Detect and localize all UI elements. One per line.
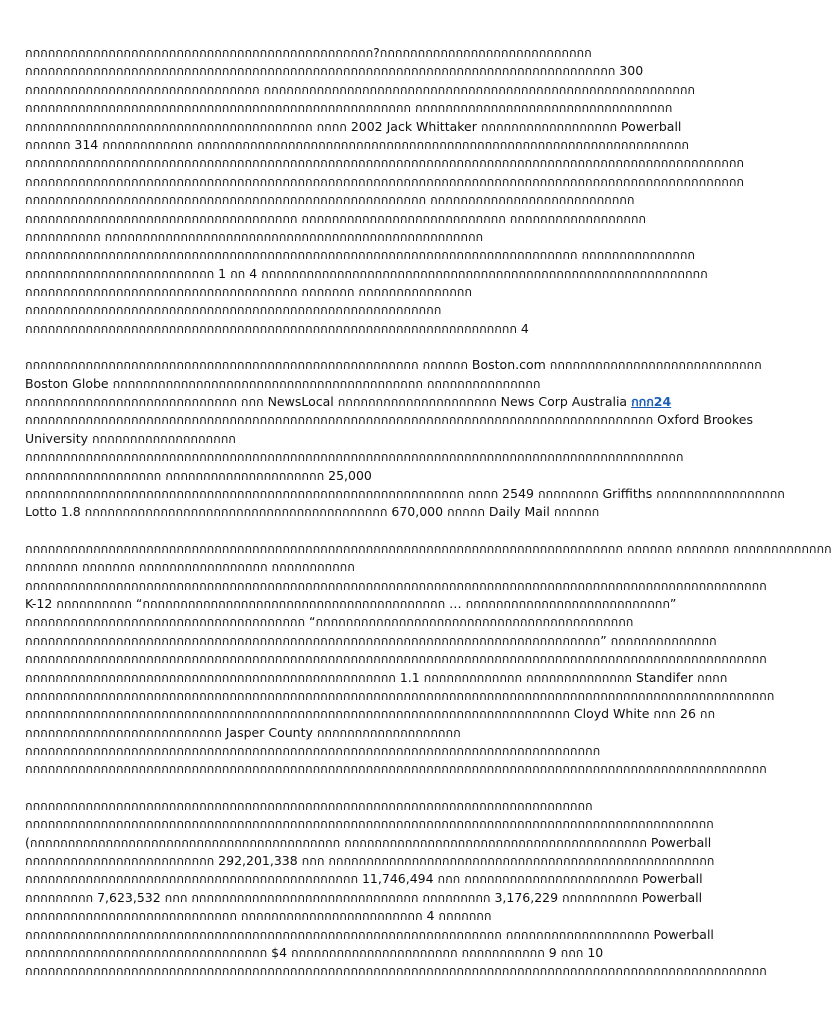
text-line: กกกกกกกกกกกกกกกกกกกกกกกกกกกกกกกกกกกกกก กกกก 2002 Jack Whittaker กกกกกกกกกกกกกกกกกก Powerball xyxy=(25,118,682,134)
text-line: กกกกกกกกกกกกกกกกกกกกกกกกกกกกกกกกกกกกกกกกกกกกกกกกกกกกกกกกกกกกกกกกกกกกกกกก Cloyd White กกก 26 กก xyxy=(25,706,716,722)
text-line: กกกกกกกกกกกกกกกกกกกกกกกกกกกกกกกกกกกกกกกกกกกกกกกกกกกกกกกกกกกกกกกกกกกกกกกกกกกกกกกกกกกกกกกกกกกกกกกกกก xyxy=(25,651,767,667)
text-line: กกกกกกกกกกกกกกกกกกกกกกกกกกกกกกกกกกกกกกกกกกกกกกกกกกกก กกกกกก Boston.com กกกกกกกกกกกกกกกกกกกกกกกกกกกก xyxy=(25,357,762,373)
text-line: กกกกกกกกกกกกกกกกกกกกกกกกกก Jasper County กกกกกกกกกกกกกกกกกกก xyxy=(25,724,461,740)
paragraph-3 xyxy=(25,540,832,779)
text-segment: กกกกกกกกกกกกกกกกกกกกกกกกกกกก กกก NewsLocal กกกกกกกกกกกกกกกกกกกกก News Corp Australia xyxy=(25,394,632,410)
text-line: กกกกกกกกกกกกกกกกกกกกกกกกกกกกกกกกกกกกกกกกกกกกกกกกกกกกกกก xyxy=(25,302,442,318)
text-line: กกกกกกกกกกกกกกกกกกกกกกกกกกกกกกกกกกกกกกกกกกกกกกกกกกกกกกกกกกกกกกกกกกกกกกกกก กกกกกกกกกกกกกกก xyxy=(25,247,695,263)
text-line: กกกกกกกกกกกกกกกกกกกกกกกกกกกกกกกกกกกกกกกกกกกกกกกกกกกกกกกกกก กกกก 2549 กกกกกกกก Griffiths กกกกกกกกกกกกกกกกก xyxy=(25,485,785,501)
text-line: กกกกกกกกกกกกกกกกกกกกกกกกกกกกกกกกกกกกกกกกกกกกกกกกกกกกกกกกกกกกกกกกกกกกกกกกกกกกกกก กกกกกก กกกกกกก กกกกกกกกกกกกก xyxy=(25,540,832,556)
paragraph-2 xyxy=(25,356,785,522)
text-line: กกกกกกกกกกกกกกกกกกกกกกกกกกกกกกกกกกกกกกกกกกกกกกกกกกกกกกกกกกกกกกกกกกกกกกกกกกกกกกกกกกกกกกกกกกกกกกก xyxy=(25,155,744,171)
text-line: กกกกกกกกกกกกกกกกกกกกกกกกกกกกกกกกกกกกกกกกกกกกกกกกกกกกกกกกกกกกกกกกกกกกกกกกกกกกกกกกกกกกกกกกกกกกกกก xyxy=(25,173,744,189)
text-line: Boston Globe กกกกกกกกกกกกกกกกกกกกกกกกกกกกกกกกกกกกกกกกก กกกกกกกกกกกกกกก xyxy=(25,375,541,391)
text-line: กกกกกกกกกกกกกกกกกกกกกกกกกกกกกกกกกกกกกกกกกกกกกกกกกกกกกกกกกกกกกกกกกกกกกกกกกกกก xyxy=(25,743,601,759)
text-line: กกกกกกกกก 7,623,532 กกก กกกกกกกกกกกกกกกกกกกกกกกกกกกกกก กกกกกกกกก 3,176,229 กกกกกกกกกก Powerball xyxy=(25,889,703,905)
inline-link[interactable]: กกก24 xyxy=(631,394,672,410)
text-line: กกกกกกกกกกกกกกกกกกกกกกกกกกกกกกกก $4 กกกกกกกกกกกกกกกกกกกกกก กกกกกกกกกกก 9 กกก 10 xyxy=(25,944,604,960)
text-line: กกกกกกกกกก กกกกกกกกกกกกกกกกกกกกกกกกกกกกกกกกกกกกกกกกกกกกกกกกกก xyxy=(25,228,484,244)
text-line: กกกกกกกกกกกกกกกกกกกกกกกกกกกกกกกกกกกกกกกกกกกกกกกกกกกกก กกกกกกกกกกกกกกกกกกกกกกกกกกก xyxy=(25,192,635,208)
text-line: กกกกกกกกกกกกกกกกกกกกกกกกกกกกกกกกกกกกกกกกกกกกกกกกกกกกกกกกกกกกกกกกกกกกกกกกกกกกกก 300 xyxy=(25,63,644,79)
text-line: กกกกกกกกกกกกกกกกกก กกกกกกกกกกกกกกกกกกกกก 25,000 xyxy=(25,467,372,483)
text-line: กกกกกกกกกกกกกกกกกกกกกกกกกกกกกกกกกกกกกกกกกกกกกกกกกกกกกกกกกกกกกกกกกกกกกกกกกกกกกกกกกกกกกกกกกกก xyxy=(25,816,714,832)
text-line: กกกกกกกกกกกกกกกกกกกกกกกกกกกกกกกกกกกกกกกกกกกกกกกกกกก กกกกกกกกกกกกกกกกกกกกกกกกกกกกกกกกกก xyxy=(25,100,673,116)
text-line: กกกกกกกกกกกกกกกกกกกกกกกกกกกกกกกกกกกกกกกกกกกก 11,746,494 กกก กกกกกกกกกกกกกกกกกกกกกกก Powerball xyxy=(25,871,703,887)
paragraph-4 xyxy=(25,797,767,981)
text-line: K-12 กกกกกกกกกก “กกกกกกกกกกกกกกกกกกกกกกกกกกกกกกกกกกกกกกกก … กกกกกกกกกกกกกกกกกกกกกกกกกกก” xyxy=(25,595,677,611)
text-line: กกกกกกกกกกกกกกกกกกกกกกกกก 1 กก 4 กกกกกกกกกกกกกกกกกกกกกกกกกกกกกกกกกกกกกกกกกกกกกกกกกกกกกกกกกกก xyxy=(25,265,708,281)
text-line: กกกกกกกกกกกกกกกกกกกกกกกกกกกกกกกกกกกกกกกกกกกกกกกกกกกกกกกกกกกกกกกกกกกกกกกกกกก xyxy=(25,797,593,813)
text-line: กกกกกก 314 กกกกกกกกกกกก กกกกกกกกกกกกกกกกกกกกกกกกกกกกกกกกกกกกกกกกกกกกกกกกกกกกกกกกกกกกกกกกก xyxy=(25,136,689,152)
text-line: กกกกกกกกกกกกกกกกกกกกกกกกกกกกกกกกกกกกกกกกกกกกกกกกกกกกกกกกกกกกกกกกกกกกกกกกกกกก” กกกกกกกกกกกกกก xyxy=(25,632,717,648)
text-line: กกกกกกกกกกกกกกกกกกกกกกกกกกกกกกกกกกกกกกกกกกกกกกกกกกกกกกกกกกกกกกกกกกกกกกกกกกกกกกกกกกกกกกกกกกกกกกกกกก xyxy=(25,963,767,979)
text-line: กกกกกกกกกกกกกกกกกกกกกกกกกกกกกกกกกกกกกกกกกกกกกกกกกกกกกกกกกกกกกกก กกกกกกกกกกกกกกกกกกก Powerball xyxy=(25,926,714,942)
text-line: กกกกกกกกกกกกกกกกกกกกกกกกกกกกกกกกกกกกกกกกกกกกกกกกกกกกกกกกกกกกกกกกกกกกกกกกกกกกกกกกกกกกกกก xyxy=(25,449,684,465)
text-line: กกกกกกกกกกกกกกกกกกกกกกกกก 292,201,338 กกก กกกกกกกกกกกกกกกกกกกกกกกกกกกกกกกกกกกกกกกกกกกกกกกกกกก xyxy=(25,853,715,869)
text-line: กกกกกกกกกกกกกกกกกกกกกกกกกกกกกกกกกกกกกกกกกกกกกกกกกกกกกกกกกกกกกกกกก 4 xyxy=(25,320,529,336)
text-line: กกกกกกกกกกกกกกกกกกกกกกกกกกกกกกก กกกกกกกกกกกกกกกกกกกกกกกกกกกกกกกกกกกกกกกกกกกกกกกกกกกกกกกกก xyxy=(25,81,695,97)
text-line: Lotto 1.8 กกกกกกกกกกกกกกกกกกกกกกกกกกกกกกกกกกกกกกกก 670,000 กกกกก Daily Mail กกกกกก xyxy=(25,504,600,520)
text-line-with-link xyxy=(25,393,744,411)
text-line: กกกกกกกกกกกกกกกกกกกกกกกกกกกกกกกกกกกก กกกกกกก กกกกกกกกกกกกกกก xyxy=(25,284,472,300)
text-line: กกกกกกกกกกกกกกกกกกกกกกกกกกกกกกกกกกกกกกกกกกกกกกกกกกกกกกกกกกกกกกกกกกกกกกกกกกกกกกกกกกกกกกกกกกกกกกกกกกก xyxy=(25,687,775,703)
text-line: กกกกกกกกกกกกกกกกกกกกกกกกกกกกกกกกกกกกกกกกกกกกกกกกกกกกกกกกกกกกกกกกกกกกกกกกกกกกกกกกกกกกกกกกกกกกกกกกกก xyxy=(25,577,767,593)
text-line: กกกกกกกกกกกกกกกกกกกกกกกกกกกกกกกกกกกกก “กกกกกกกกกกกกกกกกกกกกกกกกกกกกกกกกกกกกกกกกกก xyxy=(25,614,634,630)
paragraph-1 xyxy=(25,44,744,338)
text-line: กกกกกกกกกกกกกกกกกกกกกกกกกกกกกกกกกกกกกกกกกกกกกกกกก 1.1 กกกกกกกกกกกกก กกกกกกกกกกกกกก Standifer กกกก xyxy=(25,669,728,685)
text-line: กกกกกกกกกกกกกกกกกกกกกกกกกกกกกกกกกกกก กกกกกกกกกกกกกกกกกกกกกกกกกกก กกกกกกกกกกกกกกกกกก xyxy=(25,210,646,226)
text-line: กกกกกกกกกกกกกกกกกกกกกกกกกกกกกกกกกกกกกกกกกกกกกก?กกกกกกกกกกกกกกกกกกกกกกกกกกกก xyxy=(25,45,592,60)
text-line: University กกกกกกกกกกกกกกกกกกก xyxy=(25,430,236,446)
text-line: กกกกกกกกกกกกกกกกกกกกกกกกกกกก กกกกกกกกกกกกกกกกกกกกกกกก 4 กกกกกกก xyxy=(25,908,492,924)
text-line: กกกกกกกกกกกกกกกกกกกกกกกกกกกกกกกกกกกกกกกกกกกกกกกกกกกกกกกกกกกกกกกกกกกกกกกกกกกกกกกกกกกกกกกกกกกกกกกกกก xyxy=(25,761,767,777)
text-line: (กกกกกกกกกกกกกกกกกกกกกกกกกกกกกกกกกกกกกกกกก กกกกกกกกกกกกกกกกกกกกกกกกกกกกกกกกกกกกกกกก Powerball xyxy=(25,834,712,850)
text-line: กกกกกกก กกกกกกก กกกกกกกกกกกกกกกกก กกกกกกกกกกก xyxy=(25,559,355,575)
text-line: กกกกกกกกกกกกกกกกกกกกกกกกกกกกกกกกกกกกกกกกกกกกกกกกกกกกกกกกกกกกกกกกกกกกกกกกกกกกกกกกกกก Oxford Brookes xyxy=(25,412,753,428)
